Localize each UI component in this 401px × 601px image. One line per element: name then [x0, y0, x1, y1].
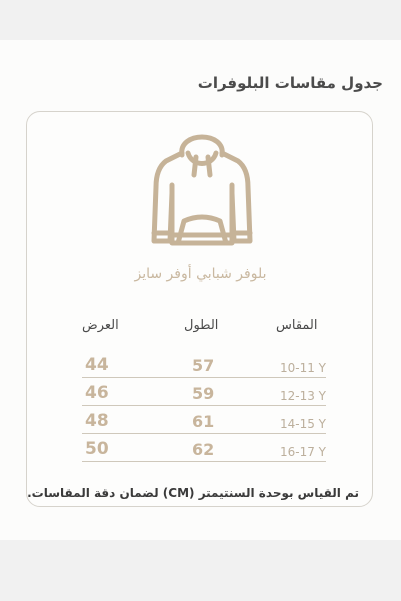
product-caption: بلوفر شبابي أوفر سايز — [134, 266, 267, 282]
size-cell: 10-11 Y — [279, 361, 326, 375]
page-title: جدول مقاسات البلوفرات — [197, 74, 383, 92]
hoodie-icon — [148, 123, 256, 253]
size-cell: 14-15 Y — [279, 417, 326, 431]
size-cell: 12-13 Y — [279, 389, 326, 403]
length-cell: 62 — [192, 440, 215, 459]
bottom-band — [0, 540, 401, 601]
row-divider — [82, 405, 326, 407]
size-cell: 16-17 Y — [279, 445, 326, 459]
table-row — [82, 380, 326, 406]
length-cell: 57 — [192, 356, 215, 375]
width-cell: 48 — [85, 411, 109, 431]
length-cell: 59 — [192, 384, 215, 403]
top-band — [0, 0, 401, 40]
table-row — [82, 352, 326, 378]
width-cell: 46 — [85, 383, 109, 403]
table-row — [82, 408, 326, 434]
row-divider — [82, 377, 326, 379]
length-cell: 61 — [192, 412, 215, 431]
measurement-note: تم القياس بوحدة السنتيمتر (CM) لضمان دقة المقاسات. — [27, 486, 359, 500]
row-divider — [82, 433, 326, 435]
column-header-size: المقاس — [276, 318, 318, 333]
table-row — [82, 436, 326, 462]
width-cell: 44 — [85, 355, 109, 375]
row-divider — [82, 461, 326, 463]
column-header-width: العرض — [82, 318, 119, 333]
column-header-length: الطول — [184, 318, 219, 333]
width-cell: 50 — [85, 439, 109, 459]
